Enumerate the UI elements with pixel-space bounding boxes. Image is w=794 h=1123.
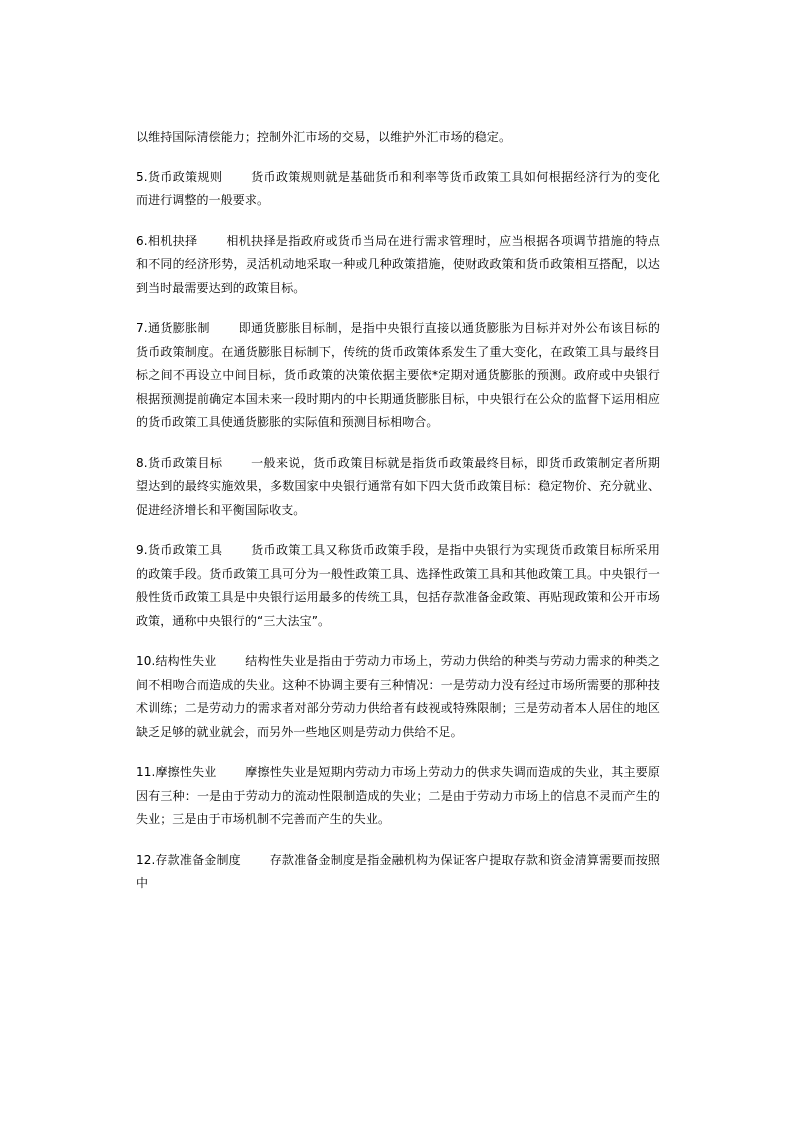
entry-definition: 存款准备金制度是指金融机构为保证客户提取存款和资金清算需要而按照中 (136, 852, 660, 890)
entry-monetary-policy-rule (136, 166, 660, 213)
entry-definition: 货币政策工具又称货币政策手段，是指中央银行为实现货币政策目标所采用的政策手段。货币政策工具可分为一般性政策工具、选择性政策工具和其他政策工具。中央银行一般性货币政策工具是中央银行运用最多的传统工具，包括存款准备金政策、再贴现政策和公开市场政策，通称中央银行的“三大法宝”。 (136, 543, 660, 628)
entry-term: 11.摩擦性失业 (136, 765, 217, 779)
entry-definition: 即通货膨胀目标制，是指中央银行直接以通货膨胀为目标并对外公布该目标的货币政策制度。在通货膨胀目标制下，传统的货币政策体系发生了重大变化，在政策工具与最终目标之间不再设立中间目标，货币政策的决策依据主要依*定期对通货膨胀的预测。政府或中央银行根据预测提前确定本国未来一段时期内的中长期通货膨胀目标，中央银行在公众的监督下运用相应的货币政策工具使通货膨胀的实际值和预测目标相吻合。 (136, 321, 661, 429)
entry-term: 12.存款准备金制度 (136, 852, 241, 867)
entry-term: 5.货币政策规则 (136, 169, 223, 184)
entry-definition: 相机抉择是指政府或货币当局在进行需求管理时，应当根据各项调节措施的特点和不同的经济形势，灵活机动地采取一种或几种政策措施，使财政政策和货币政策相互搭配，以达到当时最需要达到的政策目标。 (136, 233, 660, 295)
document-page (136, 126, 660, 913)
entry-monetary-policy-tools (136, 539, 660, 633)
entry-inflation-targeting (136, 317, 660, 435)
entry-term: 8.货币政策目标 (136, 455, 223, 470)
entry-definition: 摩擦性失业是短期内劳动力市场上劳动力的供求失调而造成的失业，其主要原因有三种：一是由于劳动力的流动性限制造成的失业；二是由于劳动力市场上的信息不灵而产生的失业；三是由于市场机制不完善而产生的失业。 (136, 765, 661, 826)
entry-term: 7.通货膨胀制 (136, 321, 210, 335)
entry-term: 10.结构性失业 (136, 654, 217, 668)
entry-structural-unemployment (136, 650, 660, 744)
intro-paragraph: 以维持国际清偿能力；控制外汇市场的交易，以维护外汇市场的稳定。 (136, 130, 512, 144)
entry-frictional-unemployment (136, 761, 660, 832)
entry-reserve-requirement (136, 849, 660, 896)
entry-definition: 货币政策规则就是基础货币和利率等货币政策工具如何根据经济行为的变化而进行调整的一般要求。 (136, 169, 660, 207)
entry-monetary-policy-goal (136, 452, 660, 523)
entry-discretion (136, 230, 660, 301)
entry-term: 9.货币政策工具 (136, 543, 223, 557)
entry-definition: 一般来说，货币政策目标就是指货币政策最终目标，即货币政策制定者所期望达到的最终实施效果，多数国家中央银行通常有如下四大货币政策目标：稳定物价、充分就业、促进经济增长和平衡国际收支。 (136, 455, 660, 517)
entry-definition: 结构性失业是指由于劳动力市场上，劳动力供给的种类与劳动力需求的种类之间不相吻合而造成的失业。这种不协调主要有三种情况：一是劳动力没有经过市场所需要的那种技术训练；二是劳动力的需求者对部分劳动力供给者有歧视或特殊限制；三是劳动者本人居住的地区缺乏足够的就业就会，而另外一些地区则是劳动力供给不足。 (136, 654, 661, 739)
entry-term: 6.相机抉择 (136, 233, 198, 248)
